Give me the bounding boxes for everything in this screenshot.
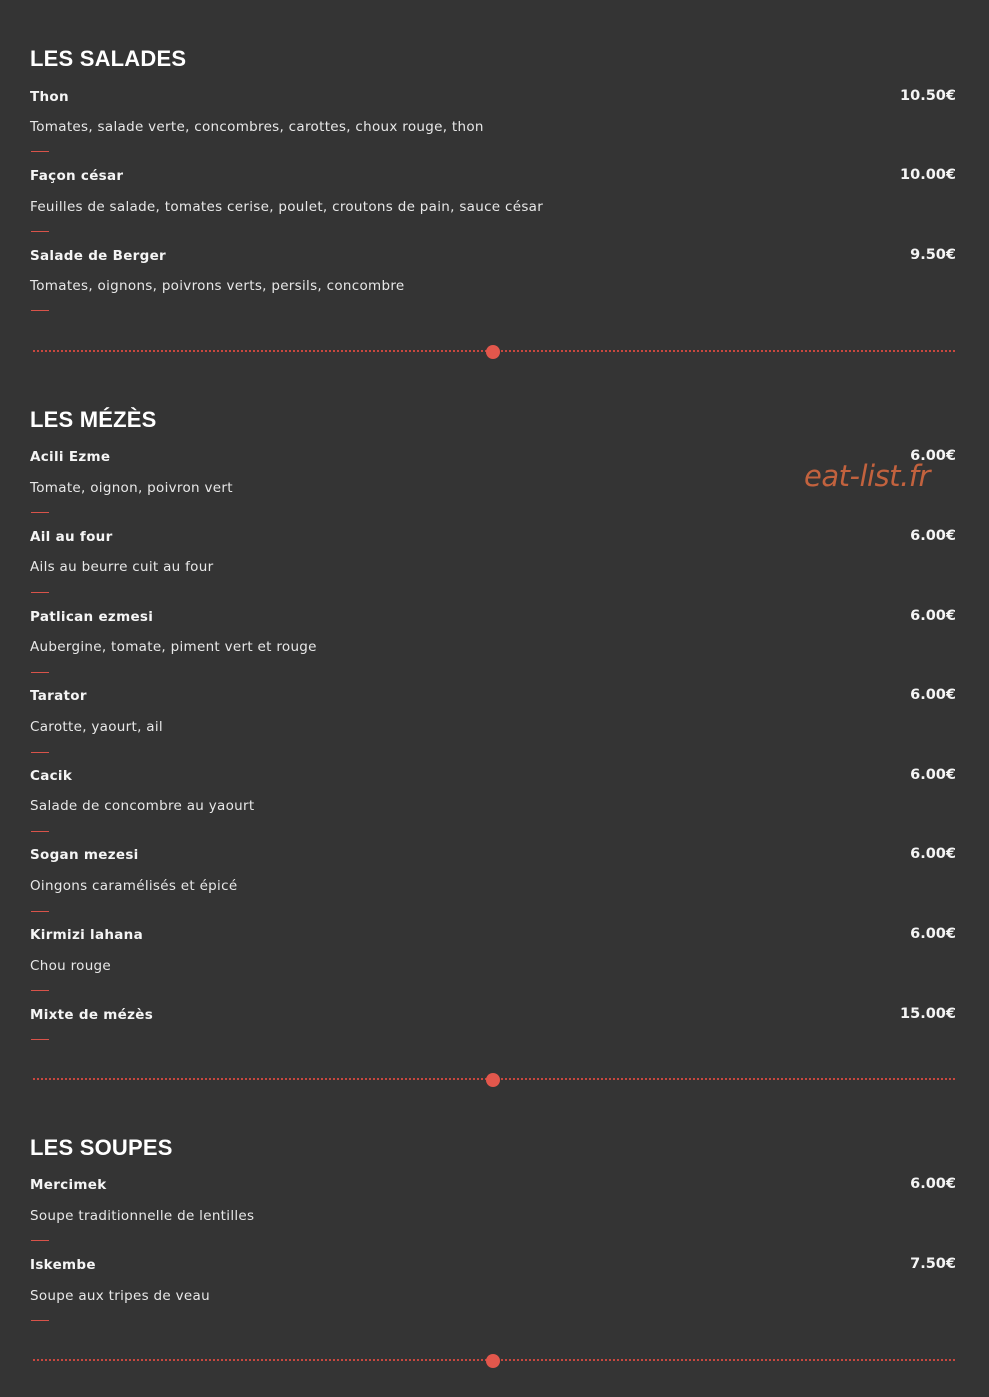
item-separator bbox=[31, 1240, 49, 1241]
section-title-salades: LES SALADES bbox=[30, 46, 187, 71]
section-title-mezes: LES MÉZÈS bbox=[30, 407, 157, 432]
divider-dot-icon bbox=[486, 345, 500, 359]
item-name: Kirmizi lahana bbox=[30, 927, 144, 943]
item-price: 10.50€ bbox=[900, 88, 956, 104]
item-name: Iskembe bbox=[30, 1257, 96, 1273]
item-separator bbox=[31, 831, 49, 832]
item-name: Sogan mezesi bbox=[30, 847, 139, 863]
item-price: 6.00€ bbox=[910, 1176, 956, 1192]
item-description: Chou rouge bbox=[30, 958, 112, 974]
item-name: Salade de Berger bbox=[30, 248, 166, 264]
item-price: 9.50€ bbox=[910, 247, 956, 263]
item-description: Salade de concombre au yaourt bbox=[30, 798, 255, 814]
item-description: Soupe traditionnelle de lentilles bbox=[30, 1208, 255, 1224]
item-separator bbox=[31, 672, 49, 673]
section-divider bbox=[33, 345, 955, 357]
item-price: 6.00€ bbox=[910, 448, 956, 464]
item-separator bbox=[31, 310, 49, 311]
item-separator bbox=[31, 990, 49, 991]
item-description: Aubergine, tomate, piment vert et rouge bbox=[30, 639, 317, 655]
item-separator bbox=[31, 151, 49, 152]
item-separator bbox=[31, 752, 49, 753]
watermark-text: eat-list.fr bbox=[804, 459, 930, 493]
item-name: Thon bbox=[30, 89, 69, 105]
item-description: Tomates, salade verte, concombres, carottes, choux rouge, thon bbox=[30, 119, 484, 135]
item-name: Mercimek bbox=[30, 1177, 107, 1193]
item-description: Oingons caramélisés et épicé bbox=[30, 878, 238, 894]
divider-dot-icon bbox=[486, 1073, 500, 1087]
item-description: Carotte, yaourt, ail bbox=[30, 719, 163, 735]
section-divider bbox=[33, 1354, 955, 1366]
item-price: 6.00€ bbox=[910, 687, 956, 703]
item-price: 6.00€ bbox=[910, 926, 956, 942]
item-price: 15.00€ bbox=[900, 1006, 956, 1022]
item-description: Feuilles de salade, tomates cerise, poulet, croutons de pain, sauce césar bbox=[30, 199, 544, 215]
item-price: 7.50€ bbox=[910, 1256, 956, 1272]
item-price: 6.00€ bbox=[910, 608, 956, 624]
item-separator bbox=[31, 1320, 49, 1321]
divider-dot-icon bbox=[486, 1354, 500, 1368]
item-price: 6.00€ bbox=[910, 767, 956, 783]
item-price: 10.00€ bbox=[900, 167, 956, 183]
item-description: Ails au beurre cuit au four bbox=[30, 559, 214, 575]
section-title-soupes: LES SOUPES bbox=[30, 1135, 173, 1160]
item-separator bbox=[31, 512, 49, 513]
item-description: Soupe aux tripes de veau bbox=[30, 1288, 210, 1304]
item-price: 6.00€ bbox=[910, 846, 956, 862]
item-name: Mixte de mézès bbox=[30, 1007, 154, 1023]
item-description: Tomates, oignons, poivrons verts, persils, concombre bbox=[30, 278, 405, 294]
section-divider bbox=[33, 1073, 955, 1085]
item-separator bbox=[31, 911, 49, 912]
item-name: Acili Ezme bbox=[30, 449, 111, 465]
item-name: Ail au four bbox=[30, 529, 113, 545]
item-separator bbox=[31, 231, 49, 232]
item-name: Patlican ezmesi bbox=[30, 609, 154, 625]
item-name: Tarator bbox=[30, 688, 87, 704]
item-price: 6.00€ bbox=[910, 528, 956, 544]
item-separator bbox=[31, 592, 49, 593]
item-description: Tomate, oignon, poivron vert bbox=[30, 480, 233, 496]
item-separator bbox=[31, 1039, 49, 1040]
item-name: Façon césar bbox=[30, 168, 124, 184]
item-name: Cacik bbox=[30, 768, 73, 784]
